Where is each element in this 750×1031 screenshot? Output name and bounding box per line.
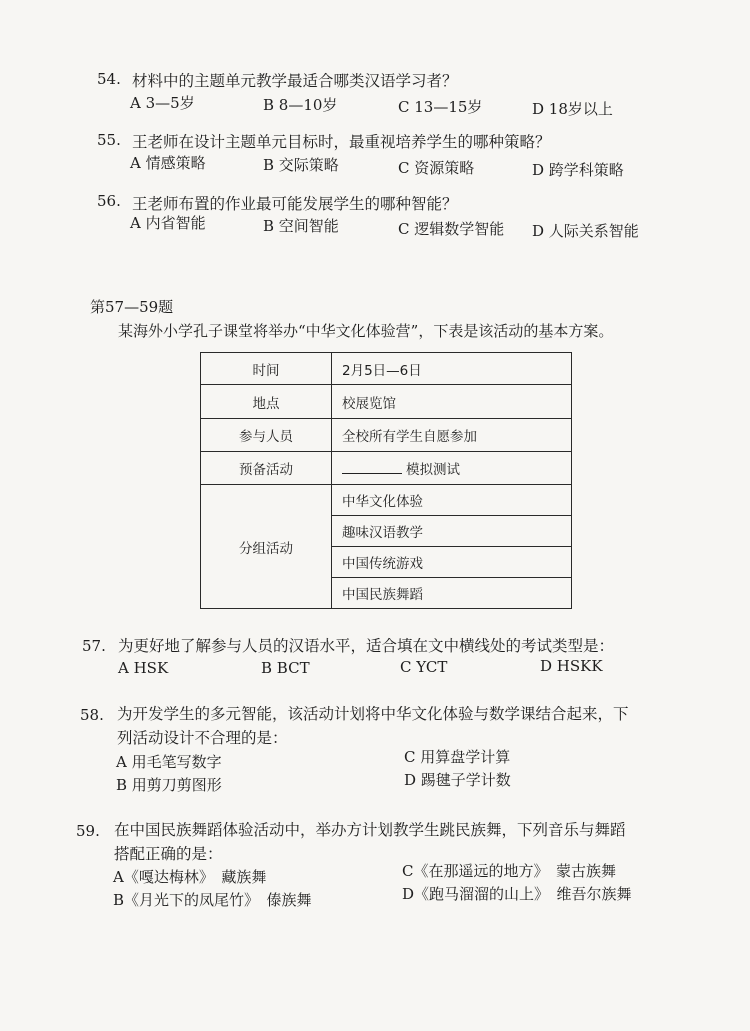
option-d: D 人际关系智能: [532, 222, 639, 240]
group-item: 中华文化体验: [332, 485, 572, 516]
table-value: 全校所有学生自愿参加: [332, 419, 572, 452]
option-c: C《在那遥远的地方》 蒙古族舞: [402, 862, 616, 880]
question-number: 57.: [82, 637, 106, 655]
table-key: 时间: [201, 353, 332, 385]
option-d: D 踢毽子学计数: [404, 771, 511, 789]
table-value: 模拟测试: [406, 462, 460, 478]
activity-plan-table: [200, 352, 572, 609]
option-b: B 8—10岁: [263, 96, 338, 114]
table-key: 地点: [201, 385, 332, 419]
question-text: 为更好地了解参与人员的汉语水平，适合填在文中横线处的考试类型是：: [118, 637, 615, 655]
option-b: B 空间智能: [263, 217, 339, 235]
option-d: D《跑马溜溜的山上》 维吾尔族舞: [402, 885, 632, 903]
option-b: B 用剪刀剪图形: [116, 776, 222, 794]
table-row: [201, 353, 572, 385]
option-a: A《嘎达梅林》 藏族舞: [113, 868, 267, 886]
question-text: 王老师布置的作业最可能发展学生的哪种智能？: [132, 195, 458, 213]
section-intro: 某海外小学孔子课堂将举办“中华文化体验营”，下表是该活动的基本方案。: [118, 322, 614, 340]
question-text: 列活动设计不合理的是：: [117, 729, 288, 747]
option-a: A HSK: [118, 659, 169, 677]
question-text: 为开发学生的多元智能，该活动计划将中华文化体验与数学课结合起来，下: [117, 705, 629, 723]
option-a: A 内省智能: [130, 214, 206, 232]
table-key: 预备活动: [201, 452, 332, 485]
group-item: 中国民族舞蹈: [332, 578, 572, 609]
table-row: [201, 485, 572, 516]
table-row: [201, 452, 572, 485]
question-text: 王老师在设计主题单元目标时，最重视培养学生的哪种策略？: [132, 133, 551, 151]
option-b: B 交际策略: [263, 156, 339, 174]
option-a: A 3—5岁: [130, 94, 195, 112]
fill-in-blank-line: [342, 461, 402, 474]
option-a: A 用毛笔写数字: [116, 753, 222, 771]
option-c: C 逻辑数学智能: [398, 220, 505, 238]
option-c: C 用算盘学计算: [404, 748, 511, 766]
question-text: 搭配正确的是：: [114, 845, 223, 863]
question-number: 56.: [97, 192, 121, 210]
question-number: 58.: [80, 706, 104, 724]
option-c: C 13—15岁: [398, 98, 483, 116]
option-a: A 情感策略: [130, 154, 206, 172]
group-item: 趣味汉语教学: [332, 516, 572, 547]
table-key: 分组活动: [201, 485, 332, 609]
option-c: C YCT: [400, 658, 448, 676]
group-item: 中国传统游戏: [332, 547, 572, 578]
table-value: 2月5日—6日: [332, 353, 572, 385]
table-value-with-blank: [332, 452, 572, 485]
option-b: B《月光下的凤尾竹》 傣族舞: [113, 891, 312, 909]
option-d: D 跨学科策略: [532, 161, 624, 179]
question-text: 在中国民族舞蹈体验活动中，举办方计划教学生跳民族舞，下列音乐与舞蹈: [114, 821, 626, 839]
question-number: 59.: [76, 822, 100, 840]
table-row: [201, 419, 572, 452]
section-heading: 第57—59题: [90, 298, 174, 316]
table-key: 参与人员: [201, 419, 332, 452]
option-c: C 资源策略: [398, 159, 475, 177]
table-row: [201, 385, 572, 419]
table-value: 校展览馆: [332, 385, 572, 419]
question-number: 54.: [97, 70, 121, 88]
option-d: D HSKK: [540, 657, 603, 675]
question-text: 材料中的主题单元教学最适合哪类汉语学习者？: [132, 72, 458, 90]
option-b: B BCT: [261, 659, 310, 677]
option-d: D 18岁以上: [532, 100, 613, 118]
question-number: 55.: [97, 131, 121, 149]
